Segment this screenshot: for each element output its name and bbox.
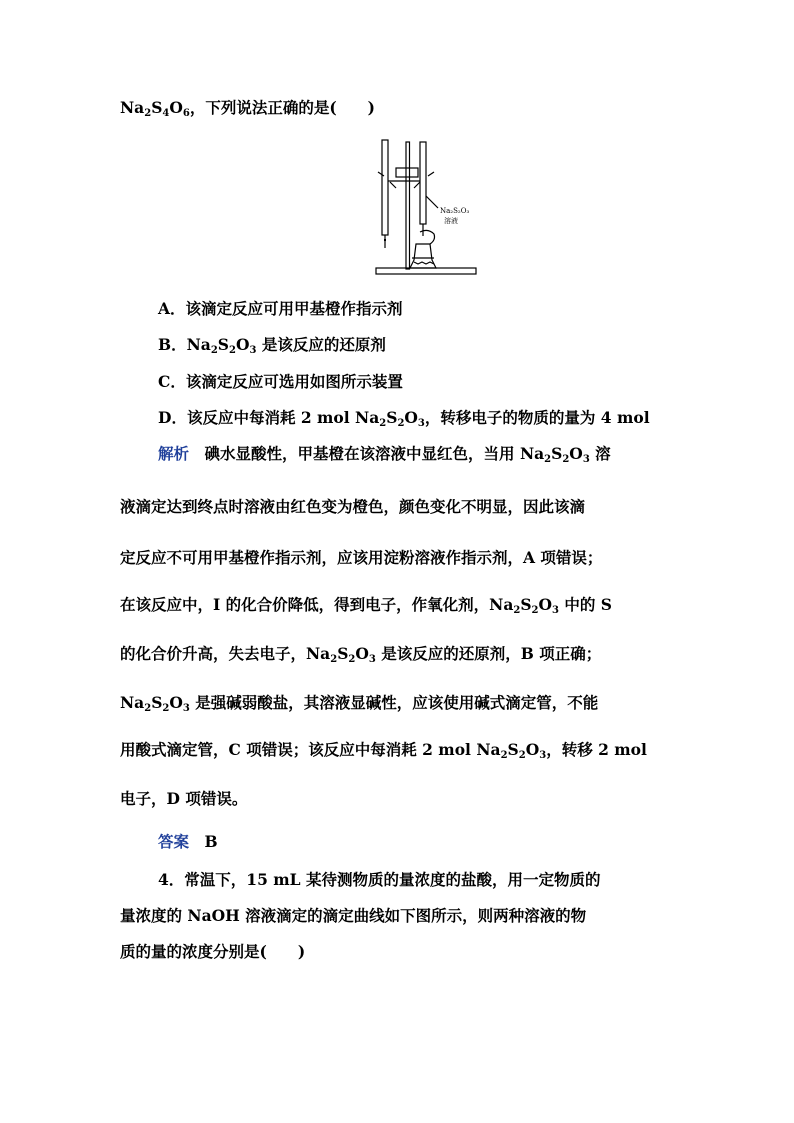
analysis-line-3: 定反应不可用甲基橙作指示剂，应该用淀粉溶液作指示剂，A 项错误；: [120, 548, 603, 567]
option-b: B．$Na_2S_2O_3$ 是该反应的还原剂: [158, 335, 386, 356]
analysis-label: 解析: [158, 444, 190, 463]
answer-line: [158, 831, 218, 853]
figure-label-text: 溶液: [444, 217, 458, 225]
analysis-line-2: 液滴定达到终点时溶液由红色变为橙色，颜色变化不明显，因此该滴: [120, 497, 586, 516]
analysis-line-4: 在该反应中，I 的化合价降低，得到电子，作氧化剂，$Na_2S_2O_3$ 中的 S: [120, 595, 612, 616]
right-burette: [420, 142, 426, 224]
left-burette: [382, 140, 388, 235]
stand-rod: [406, 142, 410, 269]
stand-base: [376, 268, 476, 274]
answer-value: B: [204, 832, 218, 851]
analysis-line-6: $Na_2S_2O_3$ 是强碱弱酸盐，其溶液显碱性，应该使用碱式滴定管，不能: [120, 693, 599, 714]
option-a: A．该滴定反应可用甲基橙作指示剂: [158, 299, 403, 318]
option-c: C．该滴定反应可选用如图所示装置: [158, 372, 403, 391]
analysis-line-7: 用酸式滴定管，C 项错误；该反应中每消耗 2 mol $Na_2S_2O_3$，转移 2 mol: [120, 740, 647, 761]
answer-label: 答案: [158, 832, 190, 851]
option-d: D．该反应中每消耗 2 mol $Na_2S_2O_3$，转移电子的物质的量为 4 mol: [158, 408, 650, 429]
analysis-line-1: 解析 碘水显酸性，甲基橙在该溶液中显红色，当用 $Na_2S_2O_3$ 溶: [158, 444, 611, 465]
figure-label-formula: Na₂S₂O₃: [440, 207, 470, 215]
analysis-line-5: 的化合价升高，失去电子，$Na_2S_2O_3$ 是该反应的还原剂，B 项正确；: [120, 644, 602, 665]
conical-flask: [410, 244, 436, 268]
q4-line-2: 量浓度的 NaOH 溶液滴定的滴定曲线如下图所示，则两种溶液的物: [120, 906, 587, 925]
analysis-line-8: 电子，D 项错误。: [120, 789, 248, 808]
q4-line-1: 4．常温下，15 mL 某待测物质的量浓度的盐酸，用一定物质的: [158, 870, 601, 889]
q4-line-3: 质的量的浓度分别是( ): [120, 942, 306, 961]
question-intro: $Na_2S_4O_6$，下列说法正确的是( ): [120, 98, 376, 119]
titration-apparatus-figure: [370, 136, 500, 281]
